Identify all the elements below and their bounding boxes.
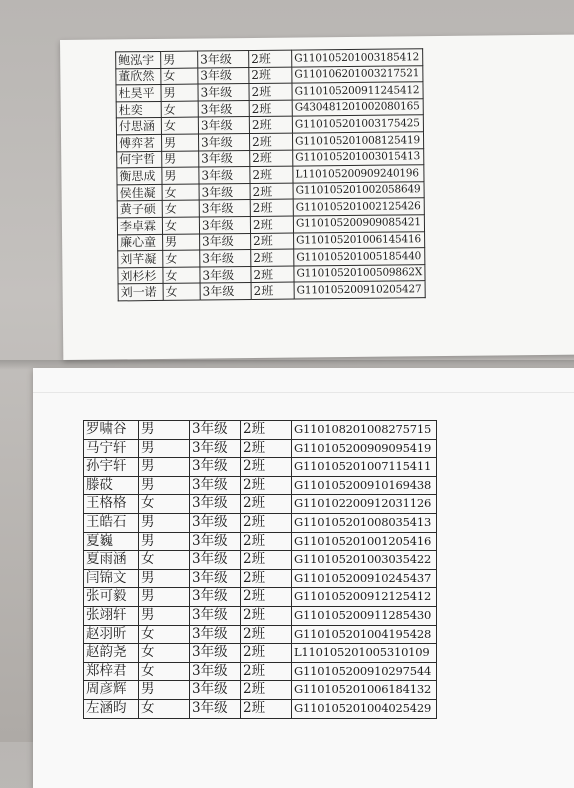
- student-grade: 3年级: [190, 681, 241, 700]
- student-name: 罗啸谷: [84, 421, 139, 440]
- student-gender: 女: [139, 699, 190, 718]
- student-code: G110105201007115411: [292, 458, 437, 477]
- student-gender: 女: [161, 68, 198, 85]
- student-grade: 3年级: [190, 532, 241, 551]
- student-name: 张翊轩: [84, 606, 139, 625]
- student-name: 杜昊平: [116, 85, 161, 102]
- student-code: G110105201006184132: [292, 681, 437, 700]
- student-code: G110105201003015413: [293, 148, 424, 166]
- student-class: 2班: [250, 166, 293, 183]
- student-grade: 3年级: [190, 551, 241, 570]
- student-grade: 3年级: [190, 458, 241, 477]
- student-grade: 3年级: [190, 644, 241, 663]
- student-name: 郑梓君: [84, 662, 139, 681]
- student-code: G430481201002080165: [292, 98, 423, 116]
- student-class: 2班: [251, 266, 294, 283]
- student-class: 2班: [241, 662, 292, 681]
- student-grade: 3年级: [200, 283, 251, 300]
- student-gender: 男: [139, 681, 190, 700]
- student-code: G110105201002058649: [293, 181, 424, 199]
- student-grade: 3年级: [199, 183, 250, 200]
- student-grade: 3年级: [190, 662, 241, 681]
- student-code: G110105201001205416: [292, 532, 437, 551]
- student-code: G110105201008035413: [292, 513, 437, 532]
- student-grade: 3年级: [190, 439, 241, 458]
- student-class: 2班: [250, 199, 293, 216]
- student-gender: 男: [161, 84, 198, 101]
- student-gender: 女: [163, 267, 200, 284]
- student-gender: 女: [161, 117, 198, 134]
- student-code: G110108201008275715: [292, 421, 437, 440]
- table-row: [84, 681, 437, 700]
- student-grade: 3年级: [199, 150, 250, 167]
- student-class: 2班: [241, 606, 292, 625]
- student-code: G110105201003175425: [292, 115, 423, 133]
- student-class: 2班: [241, 439, 292, 458]
- student-gender: 女: [163, 250, 200, 267]
- student-name: 鲍泓宇: [116, 51, 161, 68]
- student-gender: 男: [139, 421, 190, 440]
- student-grade: 3年级: [199, 167, 250, 184]
- student-name: 夏巍: [84, 532, 139, 551]
- student-class: 2班: [241, 588, 292, 607]
- student-gender: 女: [139, 495, 190, 514]
- student-gender: 男: [139, 606, 190, 625]
- student-name: 侯佳凝: [117, 184, 162, 201]
- student-code: G110105200912125412: [292, 588, 437, 607]
- student-class: 2班: [249, 133, 292, 150]
- student-gender: 男: [139, 569, 190, 588]
- student-class: 2班: [241, 495, 292, 514]
- bottom-student-table: [83, 420, 437, 719]
- student-grade: 3年级: [198, 67, 249, 84]
- student-class: 2班: [249, 116, 292, 133]
- table-row: [84, 421, 437, 440]
- student-gender: 男: [163, 234, 200, 251]
- student-gender: 女: [162, 184, 199, 201]
- student-code: G110105200911245412: [292, 82, 423, 100]
- student-grade: 3年级: [198, 84, 249, 101]
- student-code: G110105201006145416: [294, 231, 425, 249]
- student-code: G110105200909095419: [292, 439, 437, 458]
- student-code: G110105201004195428: [292, 625, 437, 644]
- student-grade: 3年级: [198, 100, 249, 117]
- student-name: 杜奕: [116, 101, 161, 118]
- student-gender: 女: [163, 283, 200, 300]
- student-code: G110105200909085421: [293, 215, 424, 233]
- table-row: [84, 513, 437, 532]
- student-name: 左涵昀: [84, 699, 139, 718]
- student-grade: 3年级: [190, 421, 241, 440]
- student-gender: 男: [139, 588, 190, 607]
- student-name: 王格格: [84, 495, 139, 514]
- student-class: 2班: [250, 216, 293, 233]
- student-name: 何宇哲: [117, 151, 162, 168]
- student-class: 2班: [241, 513, 292, 532]
- table-row: [84, 495, 437, 514]
- top-student-table: [115, 48, 426, 301]
- student-code: G110105200910245437: [292, 569, 437, 588]
- table-row: [84, 569, 437, 588]
- student-gender: 女: [162, 217, 199, 234]
- student-name: 张可毅: [84, 588, 139, 607]
- student-class: 2班: [241, 681, 292, 700]
- student-grade: 3年级: [199, 200, 250, 217]
- table-row: [118, 281, 425, 301]
- student-class: 2班: [241, 421, 292, 440]
- student-code: G110105201008125419: [292, 132, 423, 150]
- student-class: 2班: [241, 699, 292, 718]
- student-name: 孙宇轩: [84, 458, 139, 477]
- student-code: G110105200910169438: [292, 476, 437, 495]
- student-name: 刘芊凝: [118, 251, 163, 268]
- student-name: 衡思成: [117, 168, 162, 185]
- student-name: 刘一诺: [118, 284, 163, 301]
- student-class: 2班: [241, 551, 292, 570]
- student-code: G110105201003035422: [292, 551, 437, 570]
- student-code: G110105200910205427: [294, 281, 425, 299]
- student-gender: 女: [139, 625, 190, 644]
- student-code: G110105201005185440: [294, 248, 425, 266]
- student-grade: 3年级: [198, 117, 249, 134]
- top-paper-sheet: [60, 34, 574, 360]
- student-class: 2班: [249, 50, 292, 67]
- student-name: 周彦辉: [84, 681, 139, 700]
- student-grade: 3年级: [190, 569, 241, 588]
- student-code: G11010520100509862X: [294, 264, 425, 282]
- table-row: [84, 625, 437, 644]
- student-gender: 男: [161, 51, 198, 68]
- table-row: [84, 551, 437, 570]
- student-gender: 女: [139, 662, 190, 681]
- student-gender: 男: [162, 167, 199, 184]
- student-class: 2班: [241, 625, 292, 644]
- student-class: 2班: [250, 183, 293, 200]
- student-name: 付思涵: [116, 118, 161, 135]
- student-gender: 女: [162, 200, 199, 217]
- student-class: 2班: [249, 83, 292, 100]
- student-name: 赵羽昕: [84, 625, 139, 644]
- student-grade: 3年级: [190, 625, 241, 644]
- student-grade: 3年级: [200, 266, 251, 283]
- student-class: 2班: [251, 282, 294, 299]
- student-class: 2班: [249, 67, 292, 84]
- student-grade: 3年级: [200, 250, 251, 267]
- student-gender: 男: [139, 532, 190, 551]
- student-name: 闫锦文: [84, 569, 139, 588]
- student-name: 董欣然: [116, 68, 161, 85]
- student-grade: 3年级: [198, 133, 249, 150]
- student-grade: 3年级: [190, 588, 241, 607]
- student-code: G110105201004025429: [292, 699, 437, 718]
- student-code: G110105200911285430: [292, 606, 437, 625]
- student-grade: 3年级: [200, 233, 251, 250]
- student-gender: 女: [139, 551, 190, 570]
- student-gender: 男: [139, 439, 190, 458]
- table-row: [84, 699, 437, 718]
- student-code: G110105200910297544: [292, 662, 437, 681]
- student-grade: 3年级: [190, 699, 241, 718]
- paper-crease: [33, 392, 574, 393]
- bottom-paper-sheet: [33, 368, 574, 788]
- student-code: G110105201002125426: [293, 198, 424, 216]
- student-class: 2班: [241, 532, 292, 551]
- table-row: [84, 606, 437, 625]
- student-name: 滕砹: [84, 476, 139, 495]
- student-code: L110105200909240196: [293, 165, 424, 183]
- student-grade: 3年级: [199, 216, 250, 233]
- student-gender: 男: [139, 513, 190, 532]
- student-gender: 男: [161, 134, 198, 151]
- student-code: G110105201003185412: [292, 49, 423, 67]
- student-name: 王皓石: [84, 513, 139, 532]
- bottom-table-body: [84, 421, 437, 719]
- student-name: 赵韵尧: [84, 644, 139, 663]
- student-class: 2班: [241, 569, 292, 588]
- student-name: 马宁轩: [84, 439, 139, 458]
- student-name: 李卓霖: [117, 217, 162, 234]
- student-gender: 男: [162, 151, 199, 168]
- student-class: 2班: [250, 150, 293, 167]
- student-name: 夏雨涵: [84, 551, 139, 570]
- student-grade: 3年级: [190, 476, 241, 495]
- student-name: 刘杉杉: [118, 267, 163, 284]
- student-class: 2班: [251, 233, 294, 250]
- table-row: [84, 476, 437, 495]
- student-grade: 3年级: [198, 51, 249, 68]
- student-name: 傅弈茗: [116, 134, 161, 151]
- student-code: G110106201003217521: [292, 65, 423, 83]
- student-class: 2班: [241, 644, 292, 663]
- table-row: [84, 588, 437, 607]
- student-code: L110105201005310109: [292, 644, 437, 663]
- student-grade: 3年级: [190, 513, 241, 532]
- top-table-body: [116, 49, 426, 301]
- table-row: [84, 458, 437, 477]
- student-name: 黄子硕: [117, 201, 162, 218]
- student-class: 2班: [249, 100, 292, 117]
- table-row: [84, 662, 437, 681]
- table-row: [84, 644, 437, 663]
- student-name: 廉心童: [118, 234, 163, 251]
- student-code: G110102200912031126: [292, 495, 437, 514]
- student-class: 2班: [251, 249, 294, 266]
- student-class: 2班: [241, 476, 292, 495]
- student-class: 2班: [241, 458, 292, 477]
- student-gender: 男: [139, 458, 190, 477]
- student-grade: 3年级: [190, 606, 241, 625]
- table-row: [84, 439, 437, 458]
- student-grade: 3年级: [190, 495, 241, 514]
- student-gender: 男: [139, 476, 190, 495]
- student-gender: 女: [161, 101, 198, 118]
- student-gender: 女: [139, 644, 190, 663]
- table-row: [84, 532, 437, 551]
